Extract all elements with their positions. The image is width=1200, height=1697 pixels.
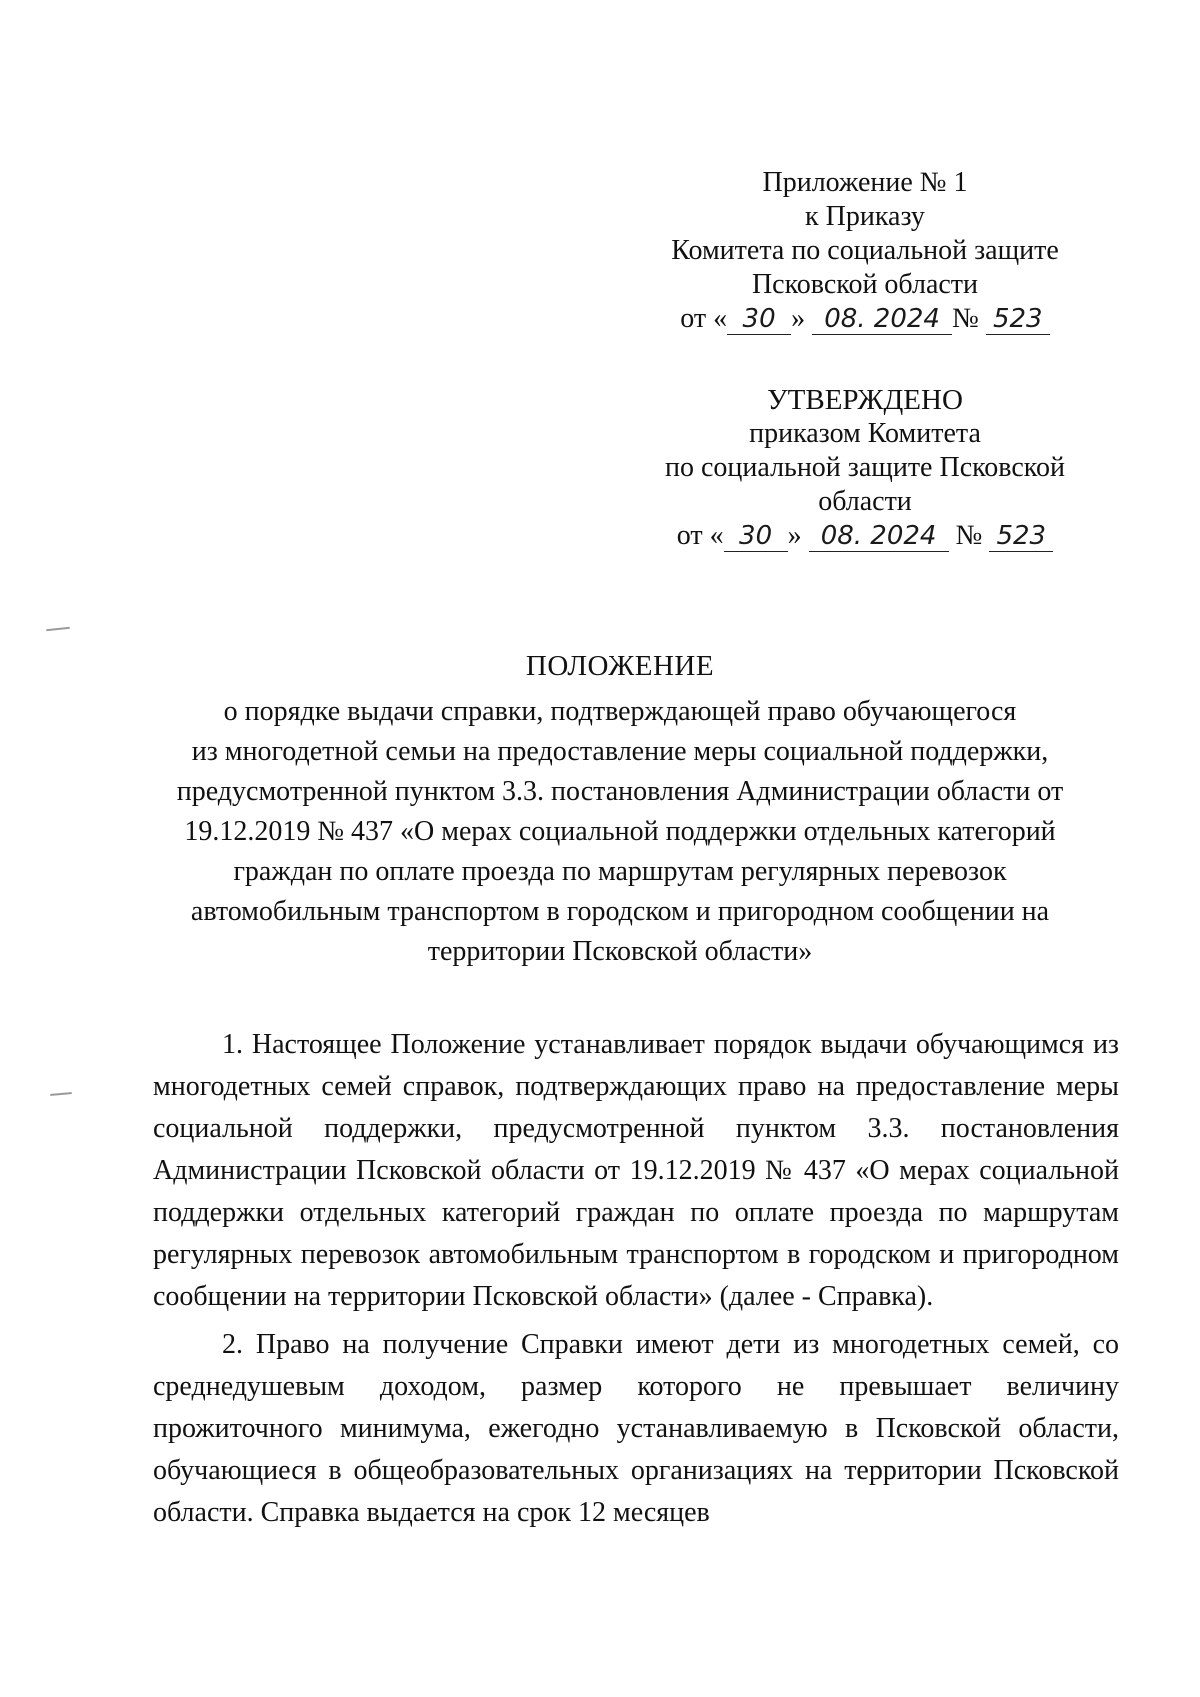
approval-date-line: [640, 519, 1090, 553]
handwritten-number: 523: [986, 304, 1050, 335]
date-prefix: от «: [680, 303, 728, 334]
document-body: [153, 1024, 1119, 1534]
appendix-block: [640, 166, 1090, 336]
approval-block: [640, 383, 1090, 553]
handwritten-day: 30: [727, 304, 791, 335]
paragraph-1: 1. Настоящее Положение устанавливает порядок выдачи обучающимся из многодетных семей справок, подтверждающих право на предоставление меры социальной поддержки, предусмотренной пунктом 3.3. постановления Администрации Псковской области от 19.12.2019 № 437 «О мерах социальной поддержки отдельных категорий граждан по оплате проезда по маршрутам регулярных перевозок автомобильным транспортом в городском и пригородном сообщении на территории Псковской области» (далее - Справка).: [153, 1029, 1119, 1312]
date-prefix: от «: [676, 520, 724, 551]
appendix-region: Псковской области: [751, 269, 979, 300]
paragraph-2: 2. Право на получение Справки имеют дети из многодетных семей, со среднедушевым доходом, размер которого не превышает величину прожиточного минимума, ежегодно устанавливаемую в Псковской области, обучающиеся в общеобразовательных организациях на территории Псковской области. Справка выдается на срок 12 месяцев: [153, 1329, 1119, 1528]
document-title: ПОЛОЖЕНИЕ: [525, 650, 715, 682]
handwritten-number: 523: [989, 521, 1053, 552]
approval-heading: УТВЕРЖДЕНО: [767, 384, 963, 416]
document-title-block: [140, 646, 1100, 972]
number-prefix: №: [952, 303, 979, 334]
date-mid: »: [787, 520, 802, 551]
scan-mark: [46, 627, 70, 631]
handwritten-day: 30: [724, 521, 788, 552]
approval-line-1: приказом Комитета: [749, 418, 981, 449]
appendix-order-ref: к Приказу: [805, 201, 925, 232]
appendix-date-line: [640, 302, 1090, 336]
document-subtitle: о порядке выдачи справки, подтверждающей право обучающегося из многодетной семьи на предоставление меры социальной поддержки, предусмотренной пунктом 3.3. постановления Администрации области от 19.12.2019 № 437 «О мерах социальной поддержки отдельных категорий граждан по оплате проезда по маршрутам регулярных перевозок автомобильным транспортом в городском и пригородном сообщении на территории Псковской области»: [176, 696, 1064, 967]
approval-line-3: области: [818, 486, 912, 517]
handwritten-date: 08. 2024: [809, 521, 949, 552]
scan-mark: [50, 1092, 72, 1096]
approval-line-2: по социальной защите Псковской: [665, 452, 1065, 483]
number-prefix: №: [955, 520, 983, 551]
date-mid: »: [791, 303, 806, 334]
handwritten-date: 08. 2024: [812, 304, 952, 335]
appendix-number: Приложение № 1: [762, 167, 968, 198]
appendix-committee: Комитета по социальной защите: [671, 235, 1059, 266]
